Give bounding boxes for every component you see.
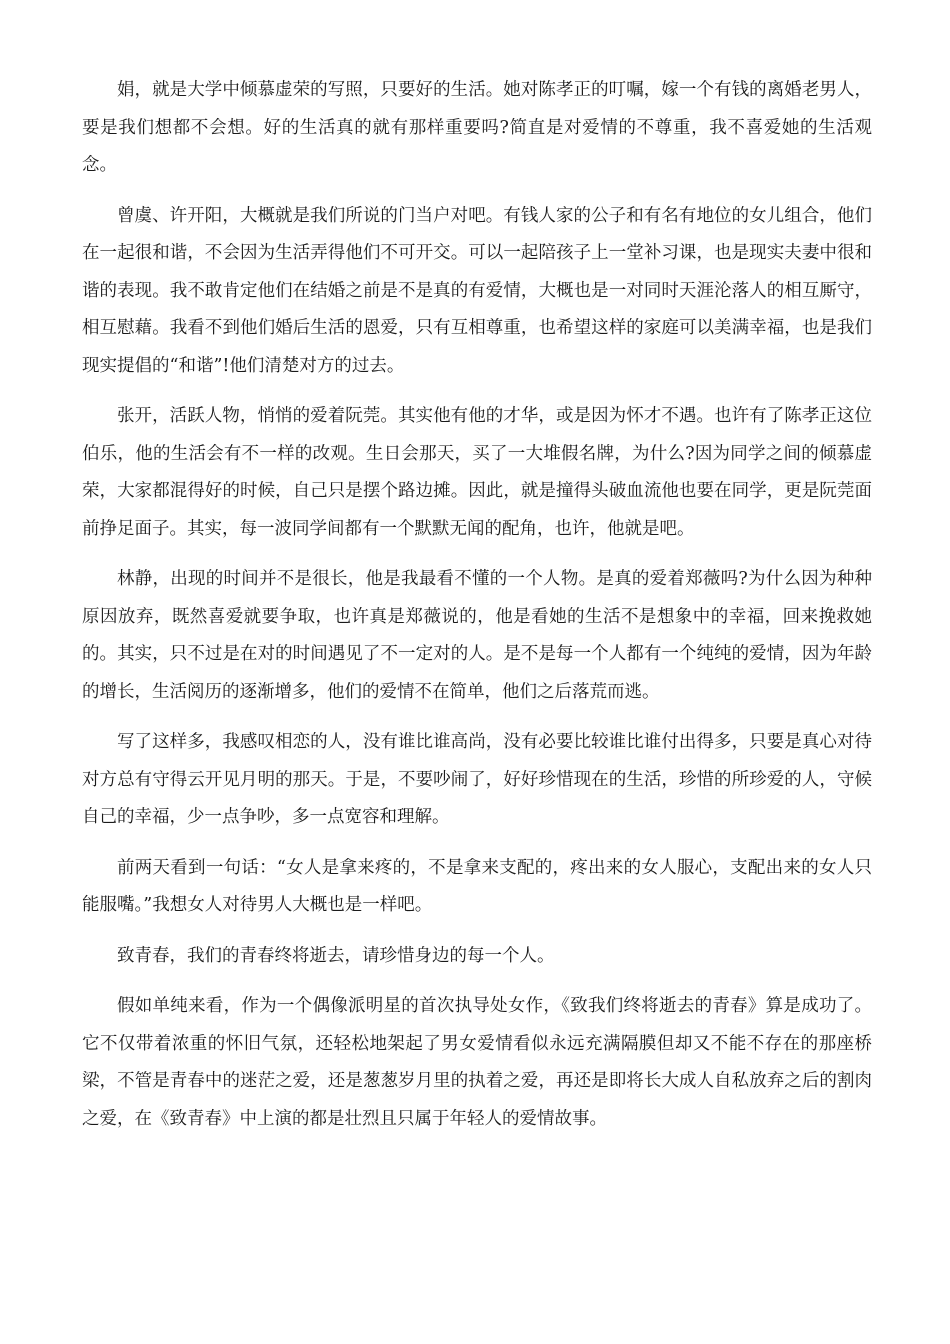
paragraph-5: 写了这样多，我感叹相恋的人，没有谁比谁高尚，没有必要比较谁比谁付出得多，只要是真心对待对方总有守得云开见月明的那天。于是，不要吵闹了，好好珍惜现在的生活，珍惜的所珍爱的人，守候自己的幸福，少一点争吵，多一点宽容和理解。 [82,732,872,827]
paragraph-2: 曾虞、许开阳，大概就是我们所说的门当户对吧。有钱人家的公子和有名有地位的女儿组合，他们在一起很和谐，不会因为生活弄得他们不可开交。可以一起陪孩子上一堂补习课，也是现实夫妻中很和谐的表现。我不敢肯定他们在结婚之前是不是真的有爱情，大概也是一对同时天涯沦落人的相互厮守，相互慰藉。我看不到他们婚后生活的恩爱，只有互相尊重，也希望这样的家庭可以美满幸福，也是我们现实提倡的“和谐”!他们清楚对方的过去。 [82,205,872,376]
paragraph-8: 假如单纯来看，作为一个偶像派明星的首次执导处女作，《致我们终将逝去的青春》算是成功了。它不仅带着浓重的怀旧气氛，还轻松地架起了男女爱情看似永远充满隔膜但却又不能不存在的那座桥梁，不管是青春中的迷茫之爱，还是葱葱岁月里的执着之爱，再还是即将长大成人自私放弃之后的割肉之爱，在《致青春》中上演的都是壮烈且只属于年轻人的爱情故事。 [82,996,872,1129]
paragraph-1: 娟，就是大学中倾慕虚荣的写照，只要好的生活。她对陈孝正的叮嘱，嫁一个有钱的离婚老男人，要是我们想都不会想。好的生活真的就有那样重要吗?简直是对爱情的不尊重，我不喜爱她的生活观念。 [82,80,872,175]
document-page [82,72,872,1151]
paragraph-3: 张开，活跃人物，悄悄的爱着阮莞。其实他有他的才华，或是因为怀才不遇。也许有了陈孝正这位伯乐，他的生活会有不一样的改观。生日会那天，买了一大堆假名牌，为什么?因为同学之间的倾慕虚荣，大家都混得好的时候，自己只是摆个路边摊。因此，就是撞得头破血流他也要在同学，更是阮莞面前挣足面子。其实，每一波同学间都有一个默默无闻的配角，也许，他就是吧。 [82,406,872,539]
paragraph-7: 致青春，我们的青春终将逝去，请珍惜身边的每一个人。 [117,945,555,966]
paragraph-6: 前两天看到一句话：“女人是拿来疼的，不是拿来支配的，疼出来的女人服心，支配出来的女人只能服嘴。”我想女人对待男人大概也是一样吧。 [82,857,872,915]
paragraph-4: 林静，出现的时间并不是很长，他是我最看不懂的一个人物。是真的爱着郑薇吗?为什么因为种种原因放弃，既然喜爱就要争取，也许真是郑薇说的，他是看她的生活不是想象中的幸福，回来挽救她的。其实，只不过是在对的时间遇见了不一定对的人。是不是每一个人都有一个纯纯的爱情，因为年龄的增长，生活阅历的逐渐增多，他们的爱情不在简单，他们之后落荒而逃。 [82,569,872,702]
